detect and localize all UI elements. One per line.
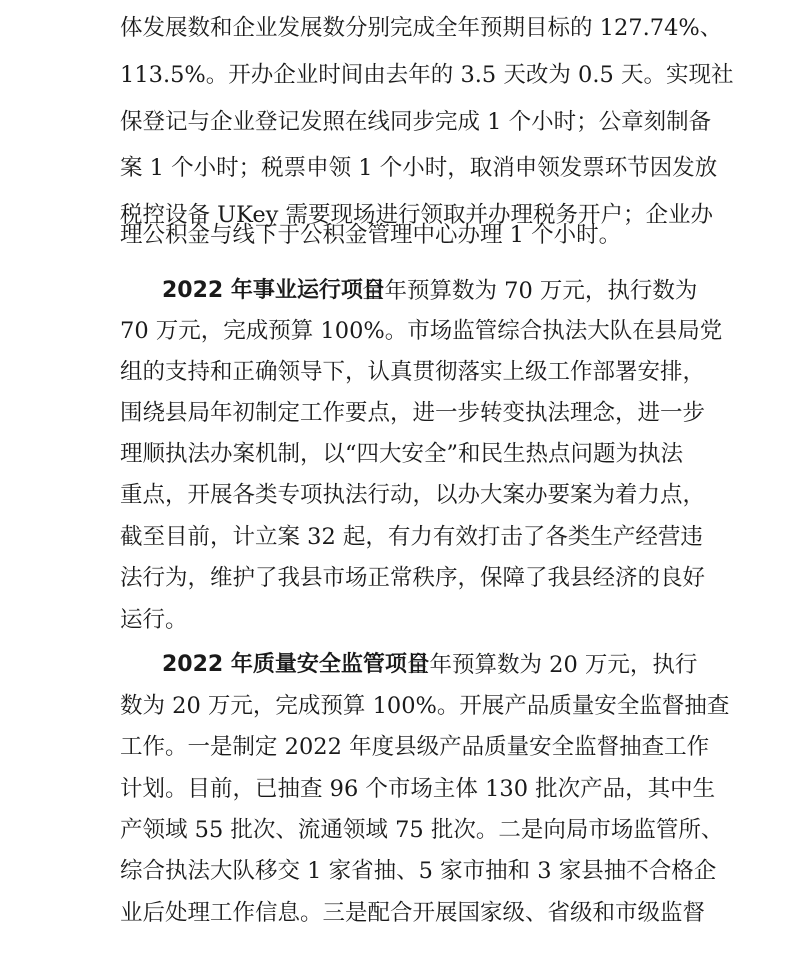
text-segment: 113.5%。开办企业时间由去年的 3.5 天改为 0.5 天。实现社 xyxy=(120,62,734,88)
text-segment: 全年预算数为 70 万元，执行数为 xyxy=(362,278,698,304)
bold-heading-segment: 2022 年质量安全监管项目 xyxy=(162,652,429,677)
text-line xyxy=(0,213,800,257)
text-line xyxy=(0,598,800,642)
bold-heading-segment: 2022 年事业运行项目 xyxy=(162,278,385,303)
text-segment: 数为 20 万元，完成预算 100%。开展产品质量安全监督抽查 xyxy=(120,693,730,719)
text-segment: 案 1 个小时；税票申领 1 个小时，取消申领发票环节因发放 xyxy=(120,155,718,181)
text-line xyxy=(0,432,800,476)
text-segment: 重点，开展各类专项执法行动，以办大案办要案为着力点， xyxy=(120,482,706,508)
text-line xyxy=(0,767,800,811)
text-segment: 理公积金与线下于公积金管理中心办理 1 个小时。 xyxy=(120,222,622,248)
text-line xyxy=(0,891,800,935)
text-line xyxy=(0,350,800,394)
text-segment: 综合执法大队移交 1 家省抽、5 家市抽和 3 家县抽不合格企 xyxy=(120,858,717,884)
text-line xyxy=(0,808,800,852)
text-line xyxy=(0,515,800,559)
text-segment: 体发展数和企业发展数分别完成全年预期目标的 127.74%、 xyxy=(120,15,723,41)
text-segment: 产领域 55 批次、流通领域 75 批次。二是向局市场监管所、 xyxy=(120,817,724,843)
text-line xyxy=(0,725,800,769)
text-line xyxy=(0,309,800,353)
text-segment: 业后处理工作信息。三是配合开展国家级、省级和市级监督 xyxy=(120,900,706,926)
text-line xyxy=(0,556,800,600)
text-segment: 运行。 xyxy=(120,607,188,633)
text-segment: 围绕县局年初制定工作要点，进一步转变执法理念，进一步 xyxy=(120,400,706,426)
text-line xyxy=(0,684,800,728)
text-line xyxy=(0,6,800,50)
text-line xyxy=(0,146,800,190)
text-segment: 保登记与企业登记发照在线同步完成 1 个小时；公章刻制备 xyxy=(120,109,712,135)
text-segment: 法行为，维护了我县市场正常秩序，保障了我县经济的良好 xyxy=(120,565,706,591)
text-segment: 截至目前，计立案 32 起，有力有效打击了各类生产经营违 xyxy=(120,524,703,550)
text-segment: 组的支持和正确领导下，认真贯彻落实上级工作部署安排， xyxy=(120,359,706,385)
text-segment: 计划。目前，已抽查 96 个市场主体 130 批次产品，其中生 xyxy=(120,776,716,802)
text-line xyxy=(0,100,800,144)
text-line xyxy=(0,53,800,97)
text-segment: 税控设备 UKey 需要现场进行领取并办理税务开户；企业办 xyxy=(120,202,713,228)
text-segment: 理顺执法办案机制，以“四大安全”和民生热点问题为执法 xyxy=(120,441,684,467)
text-line xyxy=(0,473,800,517)
text-segment: 全年预算数为 20 万元，执行 xyxy=(407,652,698,678)
text-line xyxy=(0,391,800,435)
text-segment: 工作。一是制定 2022 年度县级产品质量安全监督抽查工作 xyxy=(120,734,710,760)
text-segment: 70 万元，完成预算 100%。市场监管综合执法大队在县局党 xyxy=(120,318,723,344)
text-line xyxy=(0,849,800,893)
paragraph-heading-line xyxy=(0,643,800,687)
paragraph-heading-line xyxy=(0,269,800,313)
